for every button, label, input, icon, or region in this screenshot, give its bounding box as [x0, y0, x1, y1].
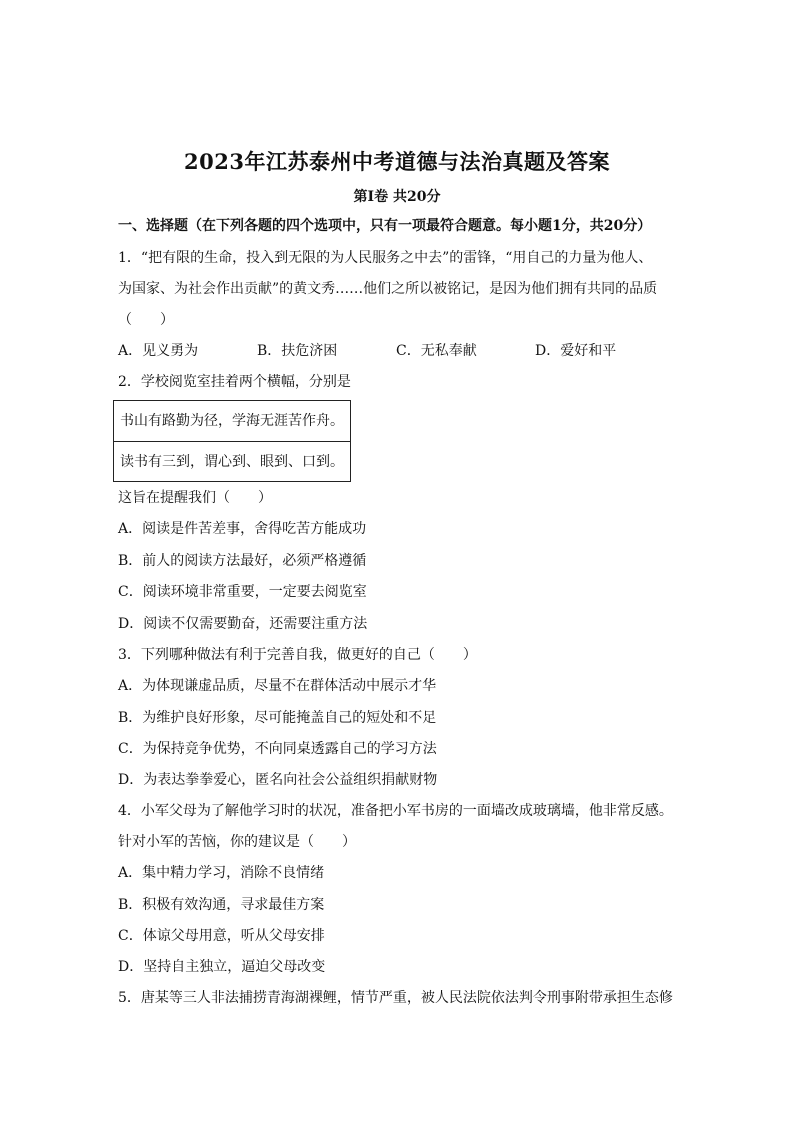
q3-option-c: C．为保持竞争优势，不向同桌透露自己的学习方法	[118, 741, 437, 757]
q2-option-d: D．阅读不仅需要勤奋，还需要注重方法	[118, 616, 368, 632]
q1-options	[118, 342, 674, 360]
q2-prompt: 这旨在提醒我们（ ）	[118, 490, 272, 506]
q2-option-c: C．阅读环境非常重要，一定要去阅览室	[118, 584, 367, 600]
q1-stem-line-3: （ ）	[118, 312, 174, 328]
q3-option-b: B．为维护良好形象，尽可能掩盖自己的短处和不足	[118, 710, 437, 726]
banner-2: 读书有三到，谓心到、眼到、口到。	[114, 441, 350, 481]
q1-stem-line-2: 为国家、为社会作出贡献”的黄文秀……他们之所以被铭记，是因为他们拥有共同的品质	[118, 281, 658, 297]
section-heading: 一、选择题（在下列各题的四个选项中，只有一项最符合题意。每小题1分，共20分）	[118, 218, 652, 234]
q4-option-a: A．集中精力学习，消除不良情绪	[118, 865, 325, 881]
q2-option-b: B．前人的阅读方法最好，必须严格遵循	[118, 553, 367, 569]
q3-option-a: A．为体现谦虚品质，尽量不在群体活动中展示才华	[118, 678, 437, 694]
q1-option-d: D．爱好和平	[535, 343, 617, 359]
q4-option-d: D．坚持自主独立，逼迫父母改变	[118, 959, 326, 975]
q2-stem: 2．学校阅览室挂着两个横幅，分别是	[118, 374, 351, 390]
q2-option-a: A．阅读是件苦差事，舍得吃苦方能成功	[118, 521, 367, 537]
banner-table	[113, 400, 351, 482]
q1-option-b: B．扶危济困	[257, 343, 338, 359]
q5-stem-line-1: 5．唐某等三人非法捕捞青海湖裸鲤，情节严重，被人民法院依法判令刑事附带承担生态修	[118, 990, 673, 1006]
q1-option-c: C．无私奉献	[396, 343, 477, 359]
q1-option-a: A．见义勇为	[118, 343, 199, 359]
page-title: 2023年江苏泰州中考道德与法治真题及答案	[184, 149, 610, 174]
q4-stem-line-1: 4．小军父母为了解他学习时的状况，准备把小军书房的一面墙改成玻璃墙，他非常反感。	[118, 803, 673, 819]
part-subtitle: 第Ⅰ卷 共20分	[353, 189, 441, 205]
q4-stem-line-2: 针对小军的苦恼，你的建议是（ ）	[118, 834, 356, 850]
q1-stem-line-1: 1．“把有限的生命，投入到无限的为人民服务之中去”的雷锋，“用自己的力量为他人、	[118, 250, 653, 266]
q4-option-b: B．积极有效沟通，寻求最佳方案	[118, 897, 325, 913]
q3-option-d: D．为表达拳拳爱心，匿名向社会公益组织捐献财物	[118, 772, 438, 788]
q3-stem: 3．下列哪种做法有利于完善自我，做更好的自己（ ）	[118, 647, 477, 663]
q4-option-c: C．体谅父母用意，听从父母安排	[118, 928, 325, 944]
banner-1: 书山有路勤为径，学海无涯苦作舟。	[120, 413, 344, 429]
